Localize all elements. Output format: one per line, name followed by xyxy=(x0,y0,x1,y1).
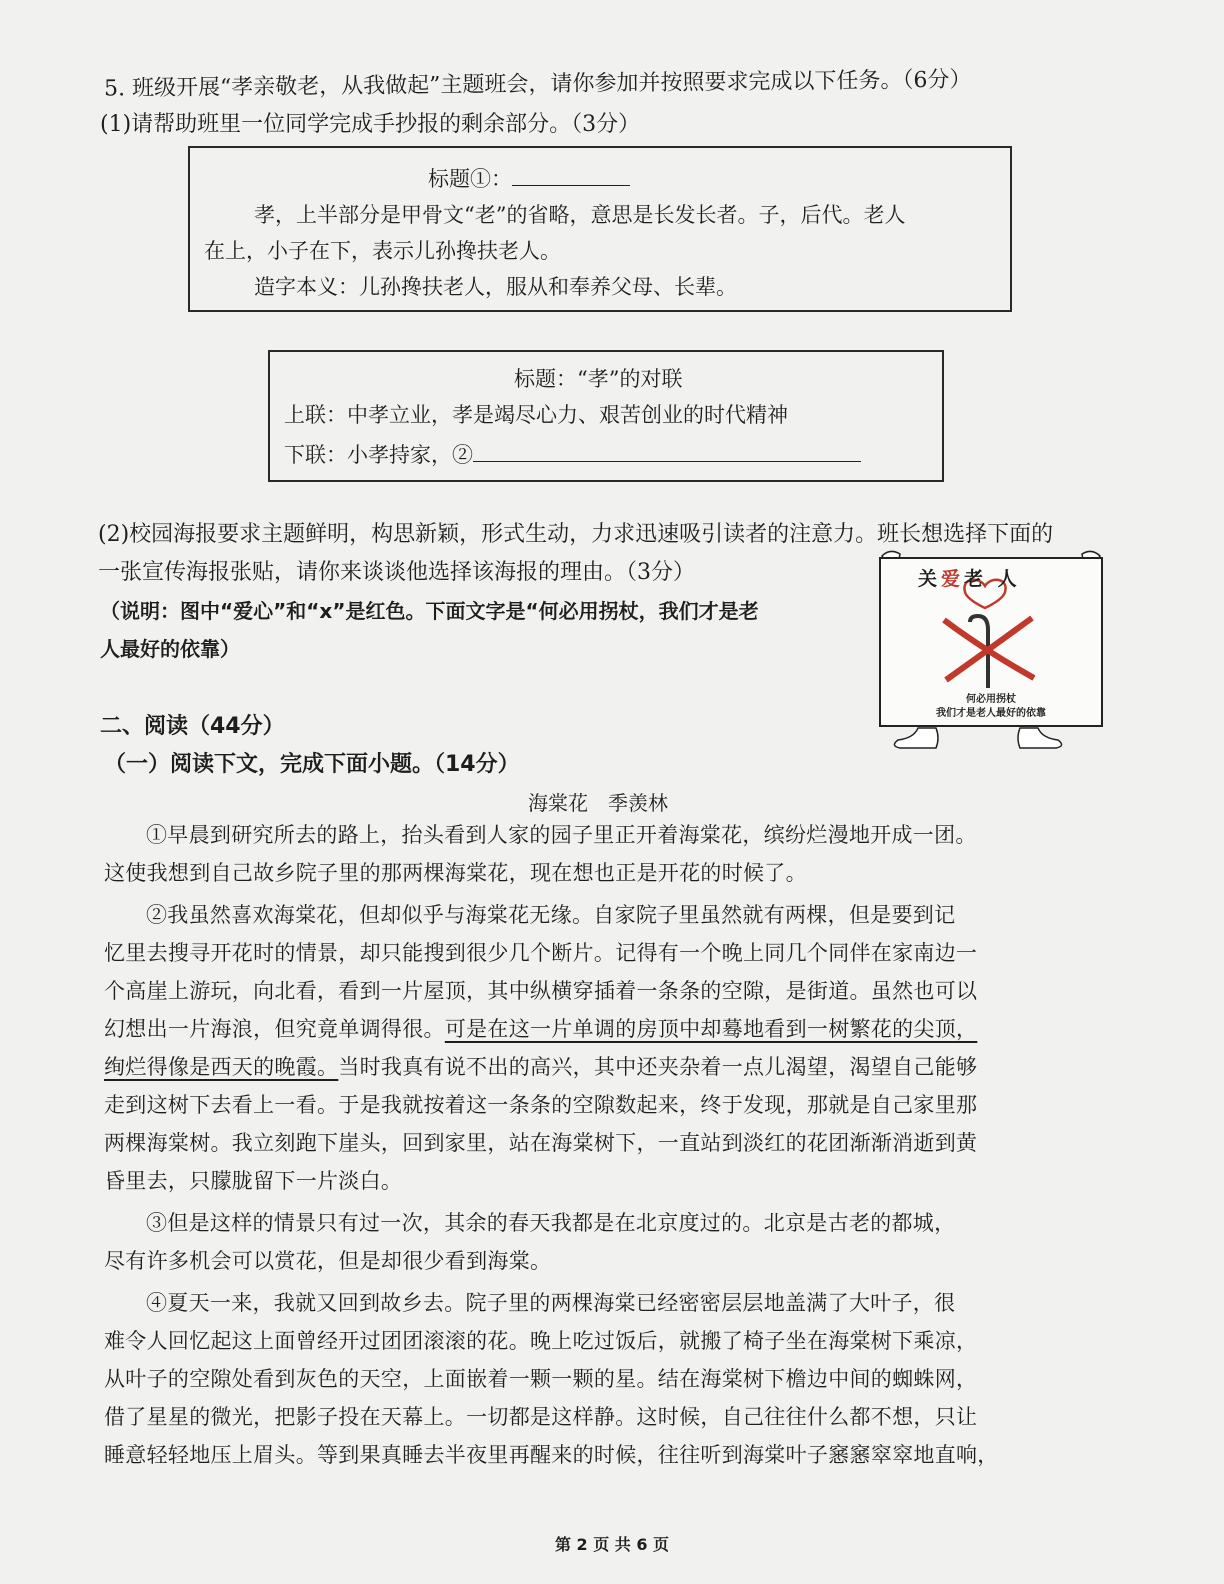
poster-illustration xyxy=(872,548,1110,754)
essay-p4-line4: 借了星星的微光，把影子投在天幕上。一切都是这样静。这时候，自己往往什么都不想，只让 xyxy=(104,1405,978,1429)
essay-p3-line1: ③但是这样的情景只有过一次，其余的春天我都是在北京度过的。北京是古老的都城， xyxy=(146,1211,956,1235)
poster-caption-2: 我们才是老人最好的依靠 xyxy=(936,708,1046,719)
handwritten-newspaper-box-1 xyxy=(188,146,1012,312)
blank-1-input[interactable] xyxy=(512,165,630,186)
essay-p2-line7: 两棵海棠树。我立刻跑下崖头，回到家里，站在海棠树下，一直站到淡红的花团渐渐消逝到黄 xyxy=(104,1131,978,1155)
poster-banner xyxy=(918,564,1021,591)
poster-caption-1: 何必用拐杖 xyxy=(966,694,1016,705)
banner-left: 关 xyxy=(918,568,942,590)
essay-underlined-sentence-part2: 绚烂得像是西天的晚霞。 xyxy=(104,1055,339,1079)
essay-p1-line2: 这使我想到自己故乡院子里的那两棵海棠花，现在想也正是开花的时候了。 xyxy=(104,861,807,885)
essay-p2-line2: 忆里去搜寻开花时的情景，却只能搜到很少几个断片。记得有一个晚上同几个同伴在家南边一 xyxy=(104,941,978,965)
essay-p2-line4-plain: 幻想出一片海浪，但究竟单调得很。 xyxy=(104,1017,445,1041)
section-2-part1: （一）阅读下文，完成下面小题。（14分） xyxy=(104,752,520,777)
essay-p3-line2: 尽有许多机会可以赏花，但是却很少看到海棠。 xyxy=(104,1249,552,1273)
couplet-upper: 上联：中孝立业，孝是竭尽心力、艰苦创业的时代精神 xyxy=(284,403,788,427)
question-5-sub2-line1: (2)校园海报要求主题鲜明，构思新颖，形式生动，力求迅速吸引读者的注意力。班长想选择下面的 xyxy=(98,522,1054,547)
essay-p2-line4 xyxy=(104,1014,977,1044)
essay-underlined-sentence-part1: 可是在这一片单调的房顶中却蓦地看到一树繁花的尖顶， xyxy=(444,1017,978,1041)
banner-heart-text: 爱 xyxy=(941,568,965,590)
essay-p2-line6: 走到这树下去看上一看。于是我就按着这一条条的空隙数起来，终于发现，那就是自己家里那 xyxy=(104,1093,978,1117)
couplet-lower xyxy=(284,440,861,470)
note-line2: 人最好的依靠） xyxy=(100,637,240,661)
essay-p2-line3: 个高崖上游玩，向北看，看到一片屋顶，其中纵横穿插着一条条的空隙，是街道。虽然也可以 xyxy=(104,979,978,1003)
section-2-title: 二、阅读（44分） xyxy=(100,714,285,739)
page-footer: 第 2 页 共 6 页 xyxy=(554,1535,670,1554)
box1-line1: 孝，上半部分是甲骨文“老”的省略，意思是长发长者。子，后代。老人 xyxy=(254,203,906,227)
box1-line2: 在上，小子在下，表示儿孙搀扶老人。 xyxy=(204,239,561,263)
left-foot-icon xyxy=(894,728,938,748)
essay-p2-line5-plain: 当时我真有说不出的高兴，其中还夹杂着一点儿渴望，渴望自己能够 xyxy=(338,1055,978,1079)
essay-p2-line8: 昏里去，只朦胧留下一片淡白。 xyxy=(104,1169,403,1193)
essay-p2-line5 xyxy=(104,1052,977,1082)
note-line1: （说明：图中“爱心”和“x”是红色。下面文字是“何必用拐杖，我们才是老 xyxy=(100,599,759,623)
couplet-heading: 标题：“孝”的对联 xyxy=(514,367,683,391)
banner-right: 老 人 xyxy=(964,568,1021,590)
couplet-box xyxy=(268,350,944,482)
box1-heading xyxy=(428,164,630,194)
question-5-sub2-line2: 一张宣传海报张贴，请你来谈谈他选择该海报的理由。（3分） xyxy=(98,560,695,585)
essay-p4-line2: 难令人回忆起这上面曾经开过团团滚滚的花。晚上吃过饭后，就搬了椅子坐在海棠树下乘凉， xyxy=(104,1329,978,1353)
essay-p1-line1: ①早晨到研究所去的路上，抬头看到人家的园子里正开着海棠花，缤纷烂漫地开成一团。 xyxy=(146,823,977,847)
essay-p4-line1: ④夏天一来，我就又回到故乡去。院子里的两棵海棠已经密密层层地盖满了大叶子，很 xyxy=(146,1291,956,1315)
right-foot-icon xyxy=(1018,728,1062,748)
essay-p2-line1: ②我虽然喜欢海棠花，但却似乎与海棠花无缘。自家院子里虽然就有两棵，但是要到记 xyxy=(146,903,956,927)
blank-2-input[interactable] xyxy=(473,441,861,462)
box1-line3: 造字本义：儿孙搀扶老人，服从和奉养父母、长辈。 xyxy=(254,275,737,299)
essay-title: 海棠花 季羡林 xyxy=(528,791,668,815)
essay-p4-line3: 从叶子的空隙处看到灰色的天空，上面嵌着一颗一颗的星。结在海棠树下檐边中间的蜘蛛网， xyxy=(104,1367,978,1391)
couplet-lower-label: 下联：小孝持家，② xyxy=(284,443,473,467)
box1-heading-label: 标题①： xyxy=(428,167,512,191)
question-5-sub1: (1)请帮助班里一位同学完成手抄报的剩余部分。（3分） xyxy=(100,112,641,137)
question-5-title: 5. 班级开展“孝亲敬老，从我做起”主题班会，请你参加并按照要求完成以下任务。（6分） xyxy=(103,67,972,102)
essay-p4-line5: 睡意轻轻地压上眉头。等到果真睡去半夜里再醒来的时候，往往听到海棠叶子窸窸窣窣地直响， xyxy=(104,1443,999,1467)
